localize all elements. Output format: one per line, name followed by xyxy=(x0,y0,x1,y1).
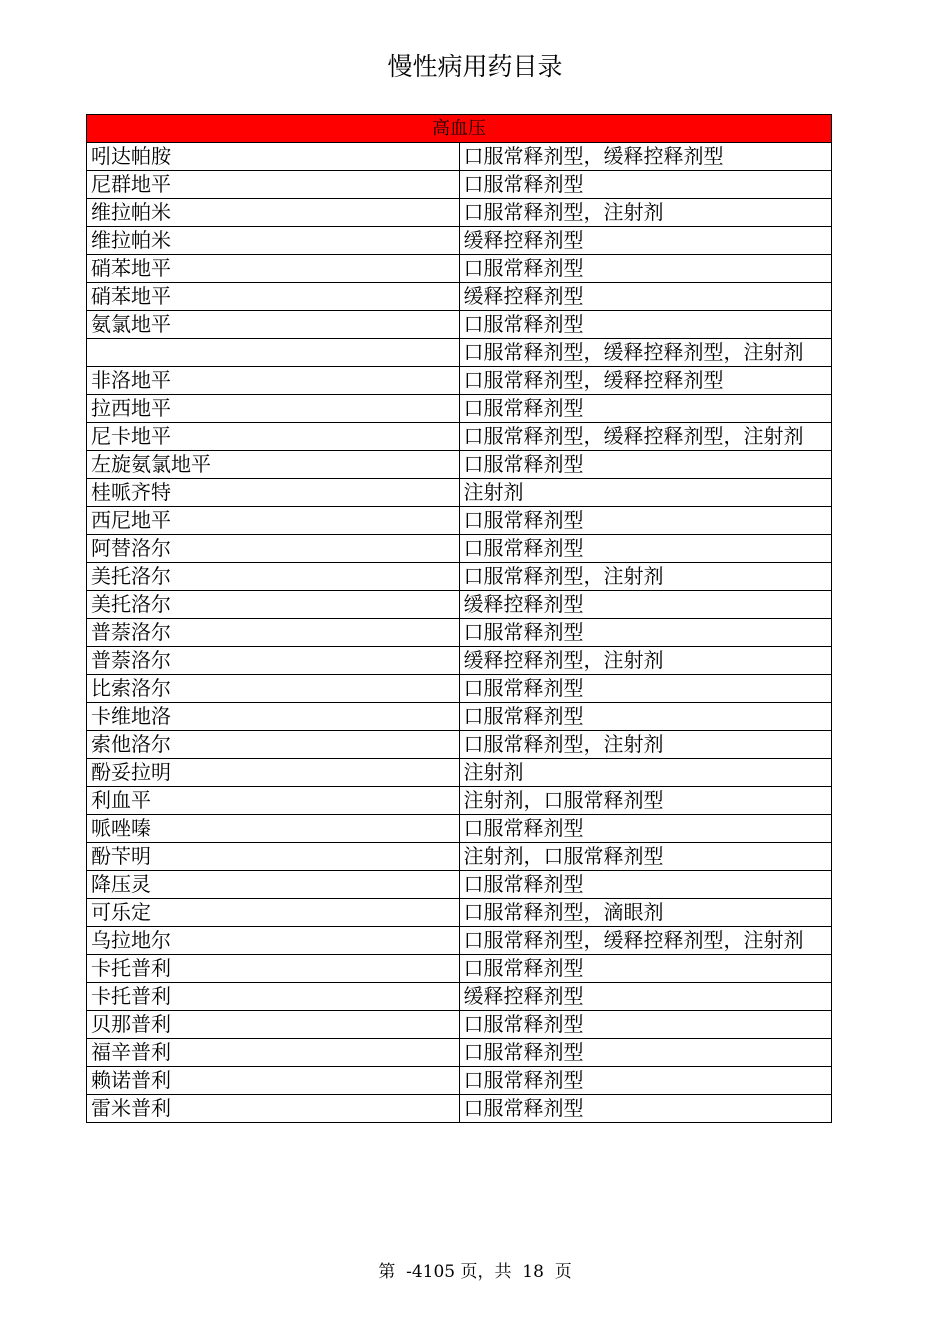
drug-name-cell: 可乐定 xyxy=(87,899,460,927)
dosage-form-cell: 口服常释剂型，注射剂 xyxy=(459,731,832,759)
table-row xyxy=(87,731,832,759)
table-row xyxy=(87,423,832,451)
dosage-form-cell: 注射剂，口服常释剂型 xyxy=(459,787,832,815)
drug-name-cell: 左旋氨氯地平 xyxy=(87,451,460,479)
table-row xyxy=(87,647,832,675)
table-row xyxy=(87,1067,832,1095)
table-row xyxy=(87,955,832,983)
dosage-form-cell: 注射剂 xyxy=(459,759,832,787)
drug-name-cell: 卡托普利 xyxy=(87,983,460,1011)
dosage-form-cell: 口服常释剂型 xyxy=(459,1011,832,1039)
drug-name-cell: 硝苯地平 xyxy=(87,255,460,283)
table-row xyxy=(87,171,832,199)
drug-name-cell: 尼卡地平 xyxy=(87,423,460,451)
dosage-form-cell: 缓释控释剂型 xyxy=(459,227,832,255)
dosage-form-cell: 口服常释剂型，缓释控释剂型 xyxy=(459,367,832,395)
table-row xyxy=(87,563,832,591)
dosage-form-cell: 口服常释剂型 xyxy=(459,1095,832,1123)
dosage-form-cell: 口服常释剂型 xyxy=(459,1039,832,1067)
table-row xyxy=(87,619,832,647)
dosage-form-cell: 口服常释剂型 xyxy=(459,451,832,479)
dosage-form-cell: 注射剂 xyxy=(459,479,832,507)
table-row xyxy=(87,703,832,731)
table-row xyxy=(87,983,832,1011)
drug-name-cell: 西尼地平 xyxy=(87,507,460,535)
drug-name-cell: 桂哌齐特 xyxy=(87,479,460,507)
drug-name-cell: 硝苯地平 xyxy=(87,283,460,311)
drug-table xyxy=(86,114,832,1123)
table-row xyxy=(87,283,832,311)
dosage-form-cell: 口服常释剂型，缓释控释剂型 xyxy=(459,143,832,171)
drug-name-cell: 比索洛尔 xyxy=(87,675,460,703)
drug-name-cell: 乌拉地尔 xyxy=(87,927,460,955)
dosage-form-cell: 口服常释剂型 xyxy=(459,1067,832,1095)
dosage-form-cell: 口服常释剂型，滴眼剂 xyxy=(459,899,832,927)
drug-name-cell: 索他洛尔 xyxy=(87,731,460,759)
category-header-row xyxy=(87,115,832,143)
dosage-form-cell: 口服常释剂型，注射剂 xyxy=(459,563,832,591)
drug-name-cell: 卡维地洛 xyxy=(87,703,460,731)
drug-name-cell: 维拉帕米 xyxy=(87,227,460,255)
drug-name-cell: 非洛地平 xyxy=(87,367,460,395)
dosage-form-cell: 口服常释剂型，缓释控释剂型，注射剂 xyxy=(459,339,832,367)
dosage-form-cell: 口服常释剂型 xyxy=(459,535,832,563)
dosage-form-cell: 口服常释剂型 xyxy=(459,955,832,983)
table-row xyxy=(87,1039,832,1067)
table-row xyxy=(87,675,832,703)
drug-name-cell: 尼群地平 xyxy=(87,171,460,199)
table-row xyxy=(87,255,832,283)
table-row xyxy=(87,591,832,619)
table-row xyxy=(87,843,832,871)
dosage-form-cell: 口服常释剂型 xyxy=(459,815,832,843)
dosage-form-cell: 口服常释剂型 xyxy=(459,395,832,423)
drug-name-cell: 降压灵 xyxy=(87,871,460,899)
drug-name-cell: 普萘洛尔 xyxy=(87,619,460,647)
table-row xyxy=(87,367,832,395)
drug-name-cell: 卡托普利 xyxy=(87,955,460,983)
drug-name-cell: 维拉帕米 xyxy=(87,199,460,227)
table-row xyxy=(87,479,832,507)
table-row xyxy=(87,787,832,815)
dosage-form-cell: 缓释控释剂型 xyxy=(459,591,832,619)
dosage-form-cell: 口服常释剂型 xyxy=(459,619,832,647)
page-footer: 第 -4105 页，共 18 页 xyxy=(378,1262,572,1282)
drug-name-cell xyxy=(87,339,460,367)
table-row xyxy=(87,143,832,171)
dosage-form-cell: 口服常释剂型 xyxy=(459,871,832,899)
dosage-form-cell: 缓释控释剂型 xyxy=(459,983,832,1011)
table-row xyxy=(87,1095,832,1123)
table-row xyxy=(87,227,832,255)
drug-name-cell: 美托洛尔 xyxy=(87,563,460,591)
drug-name-cell: 雷米普利 xyxy=(87,1095,460,1123)
drug-name-cell: 福辛普利 xyxy=(87,1039,460,1067)
drug-name-cell: 哌唑嗪 xyxy=(87,815,460,843)
dosage-form-cell: 口服常释剂型 xyxy=(459,311,832,339)
table-row xyxy=(87,759,832,787)
drug-name-cell: 吲达帕胺 xyxy=(87,143,460,171)
table-row xyxy=(87,535,832,563)
drug-name-cell: 氨氯地平 xyxy=(87,311,460,339)
drug-name-cell: 贝那普利 xyxy=(87,1011,460,1039)
page-title: 慢性病用药目录 xyxy=(387,52,563,81)
dosage-form-cell: 口服常释剂型，缓释控释剂型，注射剂 xyxy=(459,423,832,451)
dosage-form-cell: 缓释控释剂型，注射剂 xyxy=(459,647,832,675)
drug-name-cell: 赖诺普利 xyxy=(87,1067,460,1095)
category-header: 高血压 xyxy=(87,115,832,143)
table-row xyxy=(87,871,832,899)
table-row xyxy=(87,1011,832,1039)
dosage-form-cell: 口服常释剂型，注射剂 xyxy=(459,199,832,227)
table-row xyxy=(87,339,832,367)
dosage-form-cell: 口服常释剂型 xyxy=(459,255,832,283)
dosage-form-cell: 注射剂，口服常释剂型 xyxy=(459,843,832,871)
drug-name-cell: 拉西地平 xyxy=(87,395,460,423)
dosage-form-cell: 缓释控释剂型 xyxy=(459,283,832,311)
dosage-form-cell: 口服常释剂型 xyxy=(459,507,832,535)
drug-name-cell: 酚妥拉明 xyxy=(87,759,460,787)
drug-name-cell: 美托洛尔 xyxy=(87,591,460,619)
table-row xyxy=(87,899,832,927)
drug-table-body xyxy=(87,115,832,1123)
table-row xyxy=(87,199,832,227)
drug-name-cell: 利血平 xyxy=(87,787,460,815)
drug-name-cell: 酚苄明 xyxy=(87,843,460,871)
table-row xyxy=(87,507,832,535)
table-row xyxy=(87,815,832,843)
drug-name-cell: 阿替洛尔 xyxy=(87,535,460,563)
drug-name-cell: 普萘洛尔 xyxy=(87,647,460,675)
dosage-form-cell: 口服常释剂型 xyxy=(459,703,832,731)
table-row xyxy=(87,311,832,339)
dosage-form-cell: 口服常释剂型 xyxy=(459,171,832,199)
table-row xyxy=(87,451,832,479)
dosage-form-cell: 口服常释剂型 xyxy=(459,675,832,703)
table-row xyxy=(87,927,832,955)
table-row xyxy=(87,395,832,423)
dosage-form-cell: 口服常释剂型，缓释控释剂型，注射剂 xyxy=(459,927,832,955)
